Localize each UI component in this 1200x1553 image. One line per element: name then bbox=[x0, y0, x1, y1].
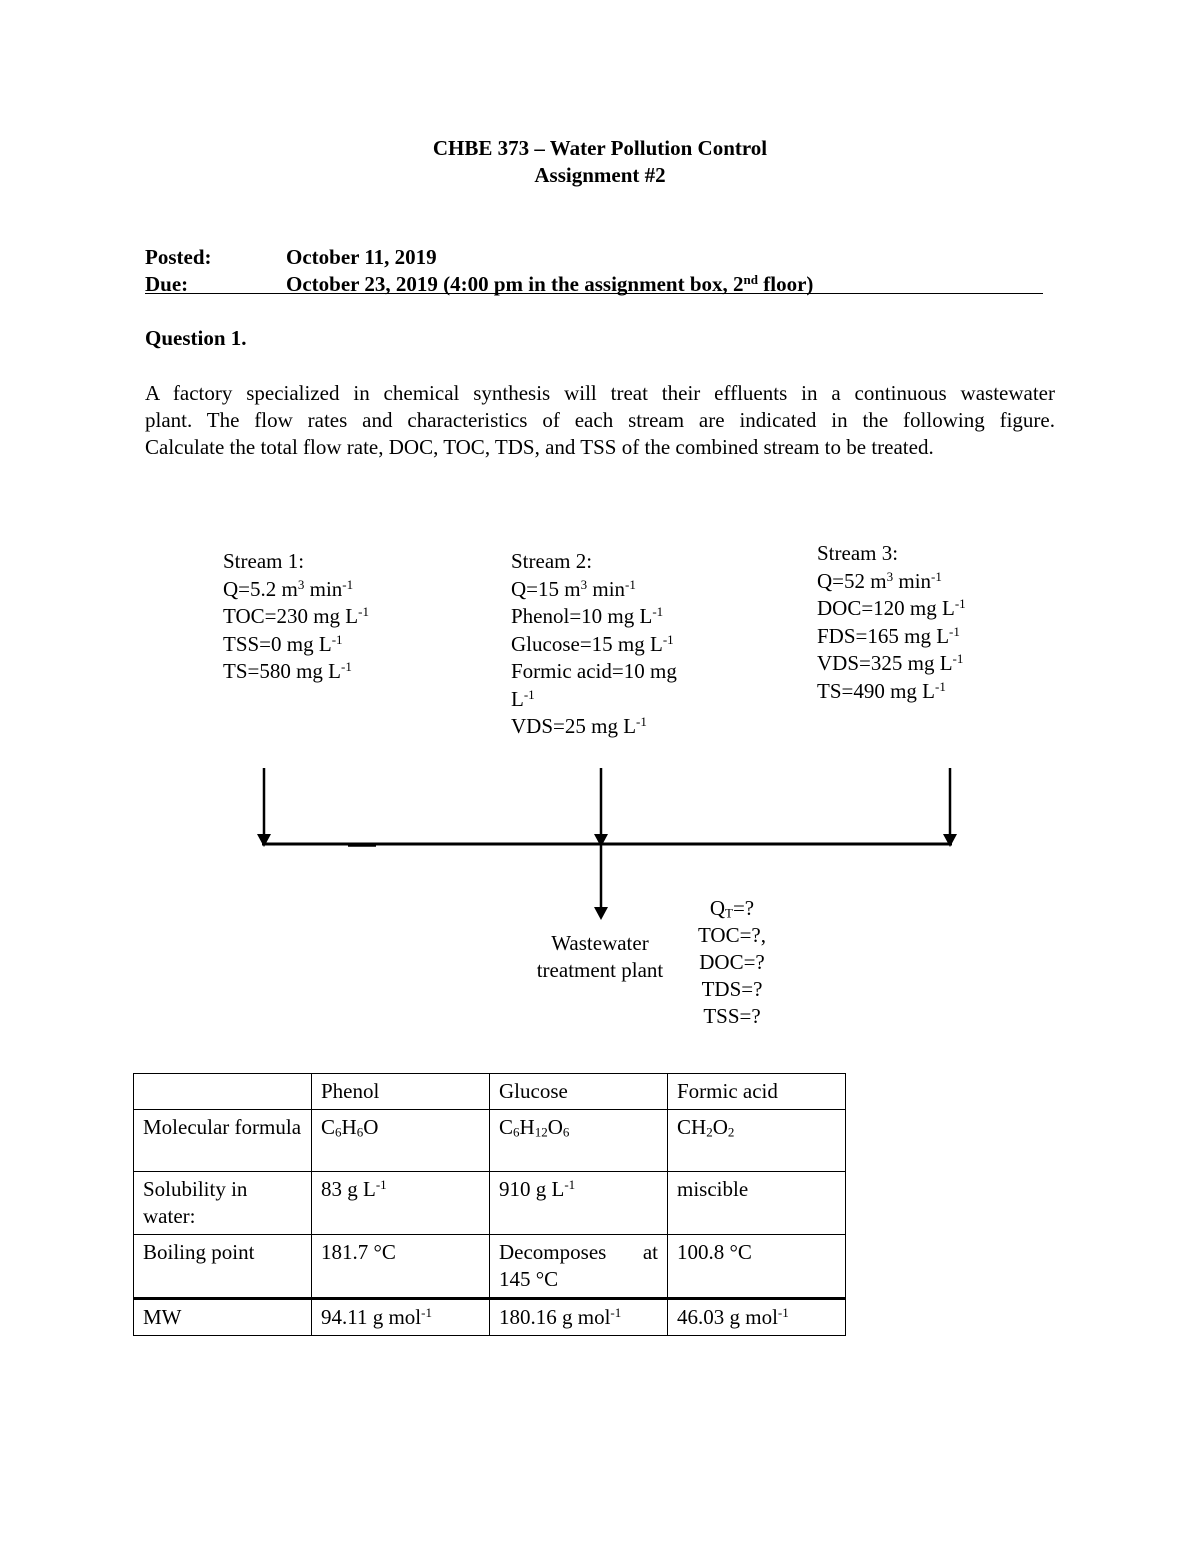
table-cell: $CH_2O_2$ bbox=[668, 1110, 846, 1172]
question-title: Question 1. bbox=[145, 326, 247, 350]
stream-2-phenol: Phenol=10 mg $L^{-1}$ bbox=[511, 603, 664, 628]
plant-line-2: treatment plant bbox=[536, 958, 664, 982]
outlet-arrowhead bbox=[594, 907, 608, 920]
table-row-label: Boiling point bbox=[134, 1235, 312, 1299]
result-tds: TDS=? bbox=[701, 977, 763, 1001]
result-flow: $Q_T=$? bbox=[709, 896, 755, 921]
stream-1-tss: TSS=0 mg $L^{-1}$ bbox=[223, 631, 343, 656]
stream-3-flow: Q=52 $m^3$ $\min^{-1}$ bbox=[817, 568, 942, 593]
stream-1-flow: Q=5.2 $m^3$ $\min^{-1}$ bbox=[223, 576, 354, 601]
table-cell: 83 g $L^{-1}$ bbox=[312, 1172, 490, 1235]
due-label: Due: bbox=[145, 272, 189, 296]
table-cell: Decomposes at 145 °C bbox=[490, 1235, 668, 1299]
table-row bbox=[134, 1110, 846, 1172]
table-row bbox=[134, 1172, 846, 1235]
table-row-label: MW bbox=[134, 1299, 312, 1336]
table-row bbox=[134, 1235, 846, 1299]
result-doc: DOC=? bbox=[699, 950, 765, 974]
table-header-row bbox=[134, 1074, 846, 1110]
stream-1-toc: TOC=230 mg $L^{-1}$ bbox=[223, 603, 369, 628]
table-cell: 181.7 °C bbox=[312, 1235, 490, 1299]
table-row-label: Solubility in water: bbox=[134, 1172, 312, 1235]
plant-line-1: Wastewater bbox=[551, 931, 649, 955]
properties-table bbox=[133, 1073, 846, 1336]
stream-3-ts: TS=490 mg $L^{-1}$ bbox=[817, 678, 946, 703]
table-cell: $C_6H_6O$ bbox=[312, 1110, 490, 1172]
question-line: plant. The flow rates and characteristics of each stream are indicated in the following figure. bbox=[145, 408, 1055, 432]
table-row-label: Molecular formula bbox=[134, 1110, 312, 1172]
table-cell: miscible bbox=[668, 1172, 846, 1235]
stream-3-doc: DOC=120 mg $L^{-1}$ bbox=[817, 595, 966, 620]
table-cell: 100.8 °C bbox=[668, 1235, 846, 1299]
stream-3-fds: FDS=165 mg $L^{-1}$ bbox=[817, 623, 960, 648]
stream-2-formic: Formic acid=10 mg bbox=[511, 659, 677, 683]
treatment-plant-label bbox=[510, 930, 690, 984]
stream-1-ts: TS=580 mg $L^{-1}$ bbox=[223, 658, 352, 683]
stream-1-title: Stream 1: bbox=[223, 549, 305, 573]
question-line: Calculate the total flow rate, DOC, TOC, TDS, and TSS of the combined stream to be treated. bbox=[145, 435, 934, 459]
table-cell: 180.16 g mol$^{-1}$ bbox=[490, 1299, 668, 1336]
stream-2-glucose: Glucose=15 mg $L^{-1}$ bbox=[511, 631, 674, 656]
stream-2-title: Stream 2: bbox=[511, 549, 593, 573]
question-line: A factory specialized in chemical synthesis will treat their effluents in a continuous wastewater bbox=[145, 381, 1055, 405]
table-header-cell bbox=[134, 1074, 312, 1110]
table-cell: 94.11 g mol$^{-1}$ bbox=[312, 1299, 490, 1336]
result-tss: TSS=? bbox=[703, 1004, 761, 1028]
table-cell: 46.03 g mol$^{-1}$ bbox=[668, 1299, 846, 1336]
assignment-title: Assignment #2 bbox=[534, 163, 666, 187]
due-date: October 23, 2019 (4:00 pm in the assignment box, 2nd floor) bbox=[286, 271, 814, 296]
stream-3-title: Stream 3: bbox=[817, 541, 899, 565]
result-toc: TOC=?, bbox=[697, 923, 767, 947]
table-header-cell: Phenol bbox=[312, 1074, 490, 1110]
stream-2-formic-unit: $L^{-1}$ bbox=[511, 686, 535, 711]
table-row bbox=[134, 1299, 846, 1336]
stream-3-vds: VDS=325 mg $L^{-1}$ bbox=[817, 650, 964, 675]
table-header-cell: Glucose bbox=[490, 1074, 668, 1110]
table-cell: $C_6H_{12}O_6$ bbox=[490, 1110, 668, 1172]
posted-date: October 11, 2019 bbox=[286, 245, 437, 269]
stream-2-flow: Q=15 $m^3$ $\min^{-1}$ bbox=[511, 576, 636, 601]
result-block bbox=[680, 895, 784, 1030]
stream-2-vds: VDS=25 mg $L^{-1}$ bbox=[511, 713, 647, 738]
table-header-cell: Formic acid bbox=[668, 1074, 846, 1110]
posted-label: Posted: bbox=[145, 245, 212, 269]
course-title: CHBE 373 – Water Pollution Control bbox=[432, 136, 768, 160]
table-cell: 910 g $L^{-1}$ bbox=[490, 1172, 668, 1235]
